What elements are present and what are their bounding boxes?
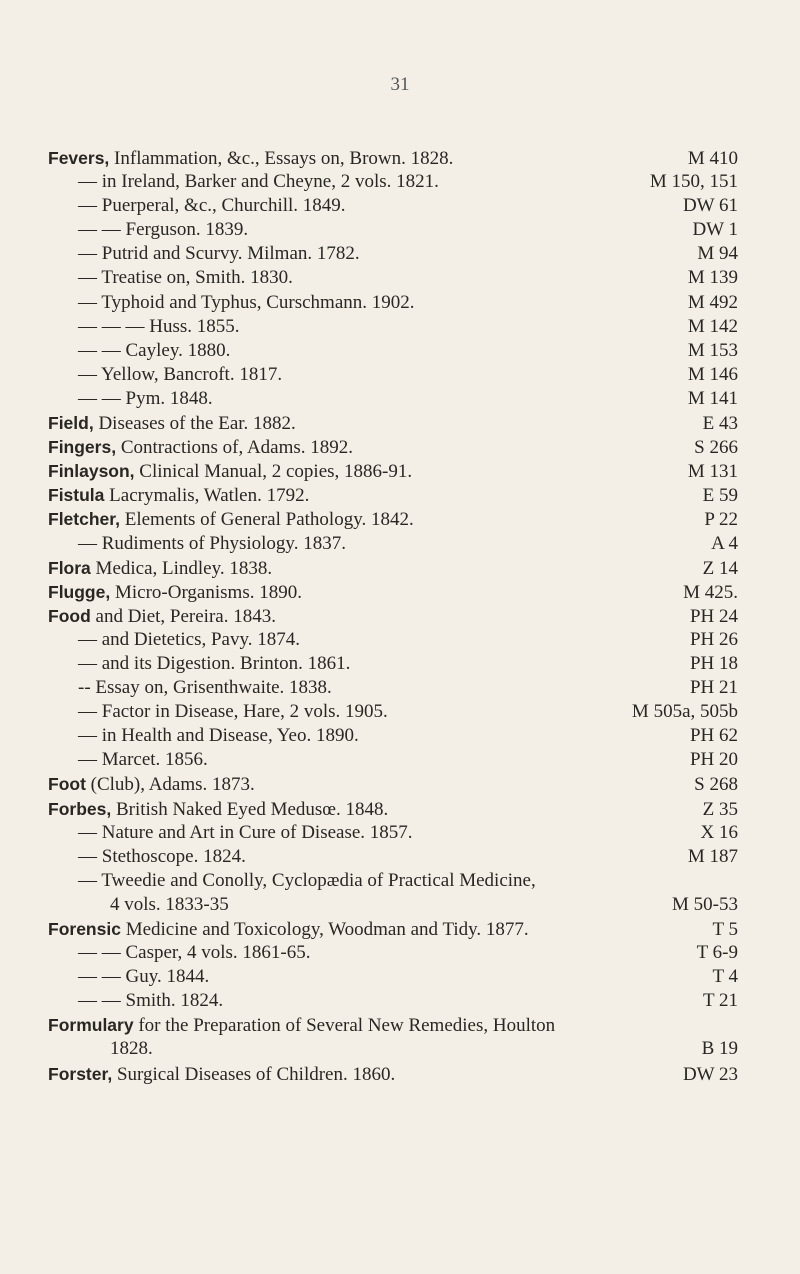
shelf-reference: M 131 <box>687 461 738 483</box>
shelf-reference: T 6-9 <box>696 942 738 964</box>
entry-text: — and its Digestion. Brinton. 1861. <box>78 652 351 674</box>
index-entry <box>48 652 738 676</box>
entry-text: — and Dietetics, Pavy. 1874. <box>78 628 300 650</box>
index-entry <box>48 194 738 218</box>
entry-title <box>48 676 680 700</box>
entry-text: — in Ireland, Barker and Cheyne, 2 vols. 1821. <box>78 171 439 193</box>
shelf-reference: T 5 <box>712 919 738 940</box>
entry-title <box>48 435 684 460</box>
entry-text: Elements of General Pathology. 1842. <box>119 509 414 531</box>
entry-title <box>48 917 702 942</box>
entry-heading: Fevers, <box>48 148 110 168</box>
entry-title <box>48 772 684 797</box>
shelf-reference: PH 62 <box>689 725 738 747</box>
entry-title <box>48 483 693 508</box>
index-entry <box>48 748 738 772</box>
shelf-reference: M 505a, 505b <box>631 701 738 723</box>
shelf-reference: DW 23 <box>682 1063 738 1085</box>
entry-text: -- Essay on, Grisenthwaite. 1838. <box>78 677 332 699</box>
entry-heading: Fingers, <box>48 437 117 458</box>
entry-title <box>48 387 678 411</box>
shelf-reference: P 22 <box>704 509 738 531</box>
entry-title <box>48 941 687 965</box>
index-entry <box>48 339 738 363</box>
entry-heading: Field, <box>48 413 94 434</box>
shelf-reference: PH 21 <box>689 677 738 699</box>
entry-title <box>48 893 662 917</box>
entry-heading: Formulary <box>48 1015 134 1036</box>
entry-text: — — Ferguson. 1839. <box>78 219 249 241</box>
shelf-reference: M 410 <box>687 148 738 169</box>
entry-text: Lacrymalis, Watlen. 1792. <box>104 485 310 507</box>
entry-text: Micro-Organisms. 1890. <box>110 581 302 603</box>
shelf-reference: PH 18 <box>689 652 738 674</box>
entry-heading: Foot <box>48 774 86 795</box>
entry-text: — — — Huss. 1855. <box>78 315 240 337</box>
shelf-reference: PH 20 <box>689 749 738 771</box>
entry-title <box>48 797 693 822</box>
shelf-reference: B 19 <box>701 1038 738 1060</box>
entry-title <box>48 170 640 194</box>
entry-text: — Puerperal, &c., Churchill. 1849. <box>78 195 346 217</box>
entry-title <box>48 532 701 556</box>
entry-text: (Club), Adams. 1873. <box>85 774 255 796</box>
index-entry <box>48 387 738 411</box>
entry-text: — Nature and Art in Cure of Disease. 1857. <box>78 821 413 843</box>
entry-title <box>48 989 693 1013</box>
entry-title <box>48 315 678 339</box>
entry-text: Inflammation, &c., Essays on, Brown. 1828. <box>109 148 454 169</box>
index-entry <box>48 941 738 965</box>
index-entry <box>48 507 738 531</box>
shelf-reference: M 141 <box>687 387 738 409</box>
shelf-reference: DW 1 <box>692 219 738 241</box>
shelf-reference: E 43 <box>702 413 738 435</box>
index-entries <box>48 146 738 1086</box>
entry-heading: Food <box>48 605 91 626</box>
index-entry <box>48 989 738 1013</box>
shelf-reference: DW 61 <box>682 195 738 217</box>
entry-text: — Rudiments of Physiology. 1837. <box>78 532 346 554</box>
index-entry <box>48 459 738 483</box>
entry-text: — Stethoscope. 1824. <box>78 845 246 867</box>
index-entry <box>48 483 738 507</box>
entry-title <box>48 1062 673 1087</box>
index-entry <box>48 797 738 821</box>
shelf-reference: S 266 <box>694 437 738 459</box>
index-entry <box>48 821 738 845</box>
shelf-reference: M 492 <box>687 291 738 313</box>
entry-text: — Tweedie and Conolly, Cyclopædia of Practical Medicine, <box>78 869 536 891</box>
entry-text: — — Smith. 1824. <box>78 990 224 1012</box>
entry-text: — — Guy. 1844. <box>78 966 210 988</box>
shelf-reference: X 16 <box>700 821 738 843</box>
index-entry <box>48 315 738 339</box>
entry-text: — Putrid and Scurvy. Milman. 1782. <box>78 243 360 265</box>
index-entry <box>48 218 738 242</box>
shelf-reference: M 142 <box>687 315 738 337</box>
entry-text: and Diet, Pereira. 1843. <box>90 605 276 627</box>
entry-title <box>48 845 678 869</box>
index-entry <box>48 242 738 266</box>
shelf-reference: M 139 <box>687 267 738 289</box>
entry-title <box>48 1037 692 1061</box>
page-number: 31 <box>390 74 410 95</box>
shelf-reference: Z 35 <box>702 798 738 820</box>
entry-text: Diseases of the Ear. 1882. <box>93 413 296 435</box>
entry-title <box>48 580 673 605</box>
shelf-reference: M 94 <box>697 243 738 265</box>
entry-title <box>48 628 680 652</box>
index-entry <box>48 965 738 989</box>
entry-heading: Flugge, <box>48 581 111 602</box>
entry-title <box>48 700 622 724</box>
index-entry <box>48 363 738 387</box>
shelf-reference: E 59 <box>702 485 738 507</box>
index-entry <box>48 676 738 700</box>
shelf-reference: M 153 <box>687 339 738 361</box>
index-entry <box>48 146 738 170</box>
entry-heading: Fistula <box>48 485 105 506</box>
entry-text: 4 vols. 1833-35 <box>110 893 229 915</box>
index-entry <box>48 170 738 194</box>
entry-title <box>48 507 694 532</box>
shelf-reference: M 50-53 <box>672 893 738 915</box>
shelf-reference: Z 14 <box>702 557 738 579</box>
entry-title <box>48 266 678 290</box>
index-entry <box>48 556 738 580</box>
entry-text: — Marcet. 1856. <box>78 749 208 771</box>
index-entry <box>48 1037 738 1061</box>
entry-text: — in Health and Disease, Yeo. 1890. <box>78 725 359 747</box>
entry-text: Medicine and Toxicology, Woodman and Tidy. 1877. <box>120 919 529 940</box>
shelf-reference: T 21 <box>702 990 738 1012</box>
entry-text: Surgical Diseases of Children. 1860. <box>112 1063 396 1085</box>
entry-title <box>48 869 728 893</box>
entry-title <box>48 1013 728 1038</box>
entry-text: — Yellow, Bancroft. 1817. <box>78 363 283 385</box>
entry-text: for the Preparation of Several New Remedies, Houlton <box>133 1015 556 1037</box>
entry-text: — Factor in Disease, Hare, 2 vols. 1905. <box>78 701 388 723</box>
entry-text: — Typhoid and Typhus, Curschmann. 1902. <box>78 291 415 313</box>
index-entry <box>48 845 738 869</box>
index-entry <box>48 1062 738 1086</box>
entry-heading: Forster, <box>48 1063 113 1084</box>
index-entry <box>48 266 738 290</box>
entry-heading: Finlayson, <box>48 461 135 482</box>
entry-title <box>48 363 678 387</box>
entry-text: British Naked Eyed Medusœ. 1848. <box>111 798 389 820</box>
index-entry <box>48 700 738 724</box>
shelf-reference: M 150, 151 <box>649 171 738 193</box>
entry-text: Contractions of, Adams. 1892. <box>116 437 354 459</box>
index-entry <box>48 917 738 941</box>
entry-title <box>48 242 687 266</box>
index-entry <box>48 724 738 748</box>
entry-text: 1828. <box>110 1038 153 1060</box>
shelf-reference: M 425. <box>683 581 738 603</box>
index-entry <box>48 580 738 604</box>
shelf-reference: PH 24 <box>689 605 738 627</box>
entry-text: Clinical Manual, 2 copies, 1886-91. <box>134 461 413 483</box>
index-entry <box>48 893 738 917</box>
entry-title <box>48 724 680 748</box>
index-entry <box>48 291 738 315</box>
shelf-reference: M 146 <box>687 363 738 385</box>
entry-text: — — Cayley. 1880. <box>78 339 231 361</box>
shelf-reference: S 268 <box>694 774 738 796</box>
entry-title <box>48 556 693 581</box>
entry-title <box>48 411 693 436</box>
index-entry <box>48 1013 738 1037</box>
entry-text: Medica, Lindley. 1838. <box>90 557 273 579</box>
shelf-reference: A 4 <box>711 532 738 554</box>
shelf-reference: PH 26 <box>689 628 738 650</box>
entry-title <box>48 339 678 363</box>
entry-heading: Forbes, <box>48 798 112 819</box>
entry-title <box>48 146 678 171</box>
entry-title <box>48 652 680 676</box>
index-entry <box>48 604 738 628</box>
entry-title <box>48 459 678 484</box>
entry-title <box>48 604 680 629</box>
entry-title <box>48 194 673 218</box>
index-entry <box>48 772 738 796</box>
index-entry <box>48 869 738 893</box>
index-entry <box>48 628 738 652</box>
entry-text: — — Pym. 1848. <box>78 387 213 409</box>
entry-text: — — Casper, 4 vols. 1861-65. <box>78 942 311 964</box>
entry-title <box>48 965 702 989</box>
shelf-reference: M 187 <box>687 845 738 867</box>
shelf-reference: T 4 <box>712 966 738 988</box>
index-entry <box>48 411 738 435</box>
entry-heading: Forensic <box>48 919 121 939</box>
entry-title <box>48 218 682 242</box>
entry-heading: Fletcher, <box>48 509 120 530</box>
index-entry <box>48 435 738 459</box>
entry-title <box>48 821 691 845</box>
entry-heading: Flora <box>48 557 91 578</box>
entry-title <box>48 748 680 772</box>
index-entry <box>48 532 738 556</box>
entry-text: — Treatise on, Smith. 1830. <box>78 267 293 289</box>
entry-title <box>48 291 678 315</box>
